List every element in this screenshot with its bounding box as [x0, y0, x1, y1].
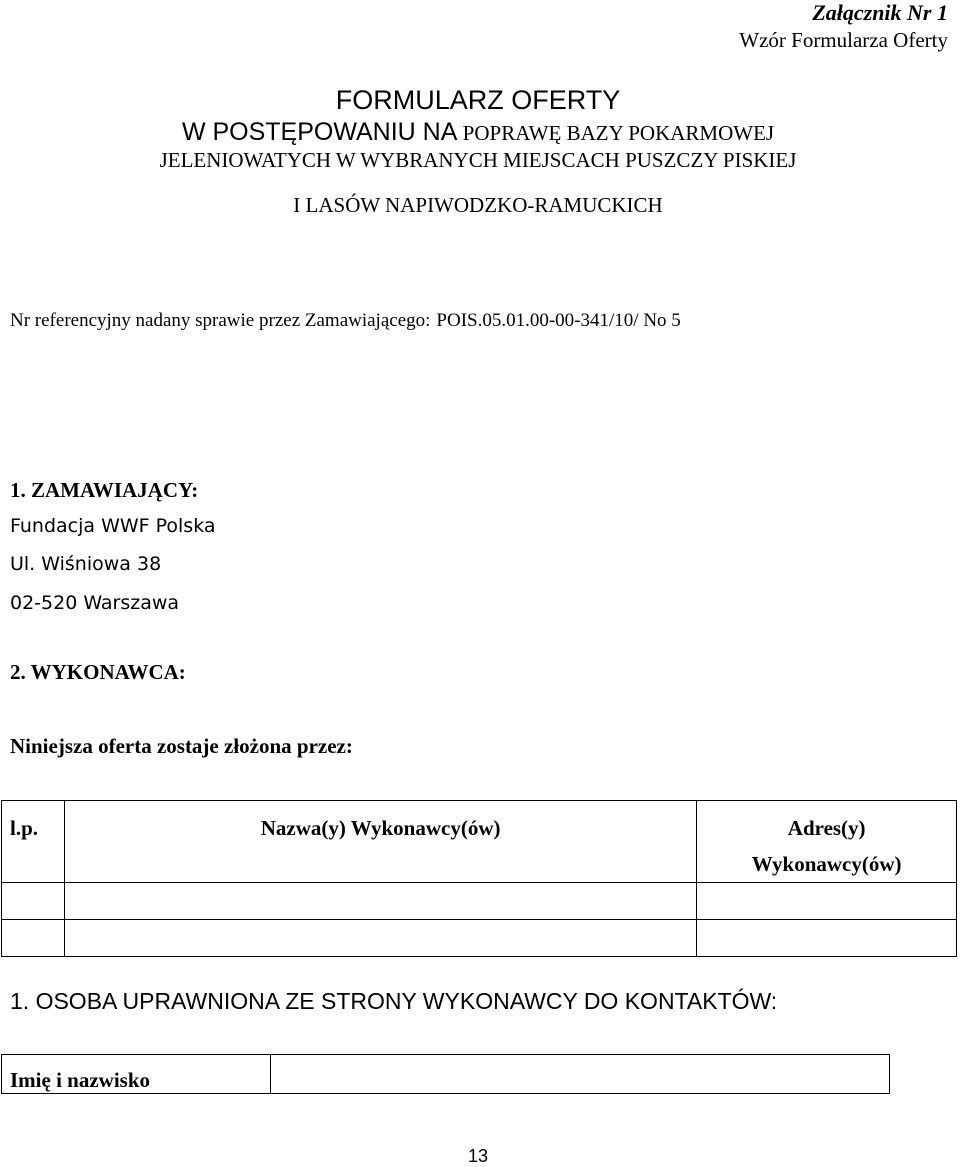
form-title-line-2: JELENIOWATYCH W WYBRANYCH MIEJSCACH PUSZCZY PISKIEJ — [159, 148, 797, 172]
header-lp-label: l.p. — [10, 816, 39, 840]
header-cell-lp — [2, 801, 65, 883]
person-name-input[interactable] — [270, 1055, 889, 1094]
orderer-street: Ul. Wiśniowa 38 — [10, 553, 162, 575]
form-title-line-1-lead: W POSTĘPOWANIU NA — [181, 118, 458, 146]
contact-person-heading: 1. OSOBA UPRAWNIONA ZE STRONY WYKONAWCY DO KONTAKTÓW: — [10, 988, 778, 1014]
section-contractor-heading: 2. WYKONAWCA: — [10, 660, 186, 684]
orderer-name: Fundacja WWF Polska — [10, 515, 216, 537]
contractors-table — [1, 800, 957, 957]
cell-address-input[interactable] — [697, 920, 957, 957]
table-row — [2, 1055, 890, 1094]
annex-subtitle: Wzór Formularza Oferty — [739, 28, 948, 52]
form-title-line-1-rest: POPRAWĘ BAZY POKARMOWEJ — [462, 121, 775, 145]
header-name-label: Nazwa(y) Wykonawcy(ów) — [260, 816, 501, 840]
annex-title: Załącznik Nr 1 — [812, 0, 948, 25]
section-orderer-heading: 1. ZAMAWIAJĄCY: — [10, 478, 199, 502]
form-title-line-3: I LASÓW NAPIWODZKO-RAMUCKICH — [293, 193, 663, 217]
header-address-line-1: Adres(y) — [787, 816, 866, 840]
header-cell-address — [697, 801, 957, 883]
cell-lp-input[interactable] — [2, 920, 65, 957]
form-title-line-1 — [0, 118, 956, 147]
page-number: 13 — [467, 1146, 489, 1166]
reference-value: POIS.05.01.00-00-341/10/ No 5 — [436, 310, 681, 331]
orderer-city: 02-520 Warszawa — [10, 592, 180, 614]
person-name-label: Imię i nazwisko — [10, 1068, 151, 1092]
cell-name-input[interactable] — [64, 920, 696, 957]
header-address-line-2: Wykonawcy(ów) — [751, 852, 902, 876]
header-cell-name — [64, 801, 696, 883]
person-name-label-cell — [2, 1055, 271, 1094]
reference-label: Nr referencyjny nadany sprawie przez Zamawiającego: — [10, 310, 431, 331]
header-address-label — [697, 810, 956, 882]
cell-lp-input[interactable] — [2, 883, 65, 920]
table-row — [2, 920, 957, 957]
reference-line — [10, 310, 681, 332]
cell-address-input[interactable] — [697, 883, 957, 920]
form-title: FORMULARZ OFERTY — [335, 85, 621, 115]
contractor-intro: Niniejsza oferta zostaje złożona przez: — [10, 734, 353, 758]
table-row — [2, 883, 957, 920]
cell-name-input[interactable] — [64, 883, 696, 920]
table-header-row — [2, 801, 957, 883]
contact-person-table — [1, 1054, 890, 1094]
